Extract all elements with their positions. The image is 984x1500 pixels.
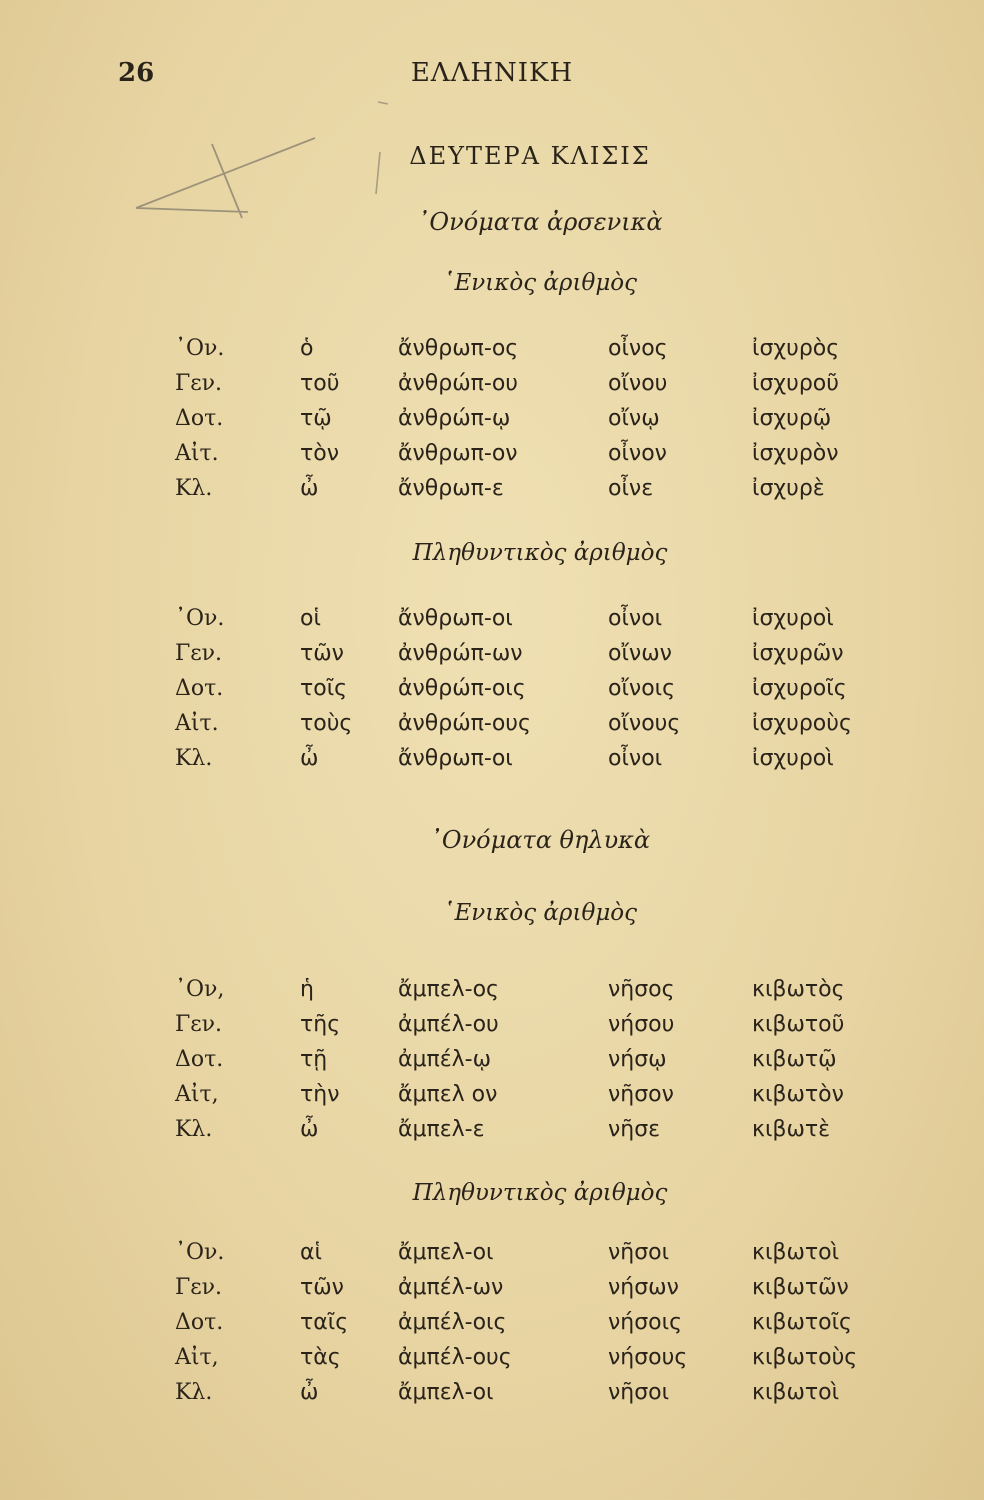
case-label: Κλ. (175, 1117, 213, 1142)
article: τὰς (300, 1345, 341, 1370)
table-row (0, 746, 984, 781)
case-label: Γεν. (175, 371, 223, 396)
noun-form: νῆσον (608, 1082, 674, 1107)
noun-form: ἀνθρώπ-οις (398, 676, 526, 701)
case-label: Δοτ. (175, 1310, 224, 1335)
adjective-form: ἰσχυροὺς (752, 711, 852, 736)
masculine-singular-table (0, 336, 984, 511)
noun-form: νῆσοι (608, 1240, 670, 1265)
noun-form: ἀνθρώπ-ων (398, 641, 523, 666)
case-label: Αἰτ, (175, 1345, 219, 1370)
noun-form: οἶνος (608, 336, 668, 361)
case-label: ᾿Ον. (175, 336, 225, 361)
table-row (0, 1117, 984, 1152)
adjective-form: ἰσχυρὲ (752, 476, 825, 501)
noun-form: ἄνθρωπ-οι (398, 746, 513, 771)
noun-form: οἴνοις (608, 676, 676, 701)
adjective-form: ἰσχυρῷ (752, 406, 832, 431)
feminine-plural-table (0, 1240, 984, 1415)
noun-form: ἀνθρώπ-ου (398, 371, 519, 396)
running-title: ΕΛΛΗΝΙΚΗ (410, 58, 574, 88)
masculine-singular-heading: ῾Ενικὸς ἀριθμὸς (442, 270, 637, 296)
noun-form: ἀνθρώπ-ους (398, 711, 531, 736)
case-label: Γεν. (175, 641, 223, 666)
noun-form: ἄμπελ-ος (398, 977, 499, 1002)
case-label: Κλ. (175, 1380, 213, 1405)
noun-form: ἄνθρωπ-ος (398, 336, 519, 361)
case-label: Δοτ. (175, 676, 224, 701)
case-label: Αἰτ. (175, 441, 219, 466)
article: τοῦ (300, 371, 340, 396)
table-row (0, 371, 984, 406)
article: οἱ (300, 606, 321, 631)
adjective-form: ἰσχυρὸς (752, 336, 840, 361)
table-row (0, 336, 984, 371)
noun-form: ἀμπέλ-ου (398, 1012, 499, 1037)
noun-form: κιβωτοῦ (752, 1012, 845, 1037)
noun-form: νήσῳ (608, 1047, 667, 1072)
case-label: ᾿Ον. (175, 1240, 225, 1265)
noun-form: κιβωτὸς (752, 977, 845, 1002)
table-row (0, 1082, 984, 1117)
section-heading-feminine: ᾿Ονόματα θηλυκὰ (429, 826, 651, 854)
noun-form: νήσων (608, 1275, 679, 1300)
adjective-form: ἰσχυρῶν (752, 641, 844, 666)
table-row (0, 1380, 984, 1415)
article: τῶν (300, 641, 344, 666)
noun-form: ἄνθρωπ-οι (398, 606, 513, 631)
noun-form: οἶνοι (608, 746, 663, 771)
article: τοῖς (300, 676, 348, 701)
noun-form: οἴνους (608, 711, 681, 736)
case-label: Κλ. (175, 746, 213, 771)
article: τῇ (300, 1047, 328, 1072)
noun-form: οἴνων (608, 641, 672, 666)
noun-form: νήσοις (608, 1310, 682, 1335)
noun-form: νήσου (608, 1012, 675, 1037)
article: αἱ (300, 1240, 322, 1265)
article: τῆς (300, 1012, 341, 1037)
table-row (0, 676, 984, 711)
case-label: Γεν. (175, 1012, 223, 1037)
table-row (0, 1047, 984, 1082)
table-row (0, 1310, 984, 1345)
noun-form: κιβωτοὺς (752, 1345, 858, 1370)
noun-form: κιβωτῷ (752, 1047, 837, 1072)
article: ὦ (300, 1117, 319, 1142)
noun-form: οἶνε (608, 476, 654, 501)
page-number: 26 (118, 58, 155, 88)
noun-form: οἶνον (608, 441, 667, 466)
noun-form: νῆσος (608, 977, 675, 1002)
noun-form: ἄμπελ-οι (398, 1240, 494, 1265)
table-row (0, 1275, 984, 1310)
table-row (0, 1240, 984, 1275)
table-row (0, 441, 984, 476)
noun-form: νῆσε (608, 1117, 661, 1142)
noun-form: νῆσοι (608, 1380, 670, 1405)
case-label: Δοτ. (175, 1047, 224, 1072)
article: τὸν (300, 441, 339, 466)
masculine-plural-table (0, 606, 984, 781)
noun-form: ἀνθρώπ-ῳ (398, 406, 511, 431)
case-label: Αἰτ, (175, 1082, 219, 1107)
noun-form: οἴνου (608, 371, 668, 396)
article: ὁ (300, 336, 314, 361)
table-row (0, 1345, 984, 1380)
noun-form: ἄνθρωπ-ε (398, 476, 504, 501)
noun-form: κιβωτὲ (752, 1117, 831, 1142)
case-label: Αἰτ. (175, 711, 219, 736)
adjective-form: ἰσχυρὸν (752, 441, 839, 466)
article: τῷ (300, 406, 332, 431)
masculine-plural-heading: Πληθυντικὸς ἀριθμὸς (412, 540, 668, 566)
feminine-singular-heading: ῾Ενικὸς ἀριθμὸς (442, 900, 637, 926)
noun-form: κιβωτοῖς (752, 1310, 852, 1335)
section-heading-masculine: ᾿Ονόματα ἀρσενικὰ (417, 208, 663, 236)
chapter-title: ΔΕΥΤΕΡΑ ΚΛΙΣΙΣ (409, 142, 651, 170)
case-label: Κλ. (175, 476, 213, 501)
noun-form: ἄμπελ-οι (398, 1380, 494, 1405)
noun-form: ἀμπέλ-οις (398, 1310, 507, 1335)
noun-form: κιβωτοὶ (752, 1380, 840, 1405)
noun-form: κιβωτοὶ (752, 1240, 840, 1265)
article: τοὺς (300, 711, 353, 736)
case-label: ᾿Ον. (175, 606, 225, 631)
table-row (0, 641, 984, 676)
adjective-form: ἰσχυροὶ (752, 746, 834, 771)
adjective-form: ἰσχυροῖς (752, 676, 847, 701)
article: τῶν (300, 1275, 344, 1300)
case-label: Γεν. (175, 1275, 223, 1300)
table-row (0, 711, 984, 746)
article: ὦ (300, 476, 319, 501)
noun-form: κιβωτὸν (752, 1082, 844, 1107)
case-label: ᾿Ον, (175, 977, 225, 1002)
adjective-form: ἰσχυροῦ (752, 371, 839, 396)
noun-form: οἶνοι (608, 606, 663, 631)
table-row (0, 1012, 984, 1047)
noun-form: ἀμπέλ-ῳ (398, 1047, 492, 1072)
noun-form: ἀμπέλ-ων (398, 1275, 504, 1300)
article: τὴν (300, 1082, 340, 1107)
article: ἡ (300, 977, 314, 1002)
noun-form: οἴνῳ (608, 406, 660, 431)
noun-form: ἄνθρωπ-ον (398, 441, 518, 466)
table-row (0, 606, 984, 641)
feminine-plural-heading: Πληθυντικὸς ἀριθμὸς (412, 1180, 668, 1206)
feminine-singular-table (0, 977, 984, 1152)
article: ταῖς (300, 1310, 349, 1335)
noun-form: ἄμπελ ον (398, 1082, 498, 1107)
noun-form: νήσους (608, 1345, 688, 1370)
article: ὦ (300, 1380, 319, 1405)
case-label: Δοτ. (175, 406, 224, 431)
noun-form: ἀμπέλ-ους (398, 1345, 512, 1370)
noun-form: ἄμπελ-ε (398, 1117, 485, 1142)
table-row (0, 977, 984, 1012)
article: ὦ (300, 746, 319, 771)
adjective-form: ἰσχυροὶ (752, 606, 834, 631)
noun-form: κιβωτῶν (752, 1275, 849, 1300)
table-row (0, 476, 984, 511)
table-row (0, 406, 984, 441)
